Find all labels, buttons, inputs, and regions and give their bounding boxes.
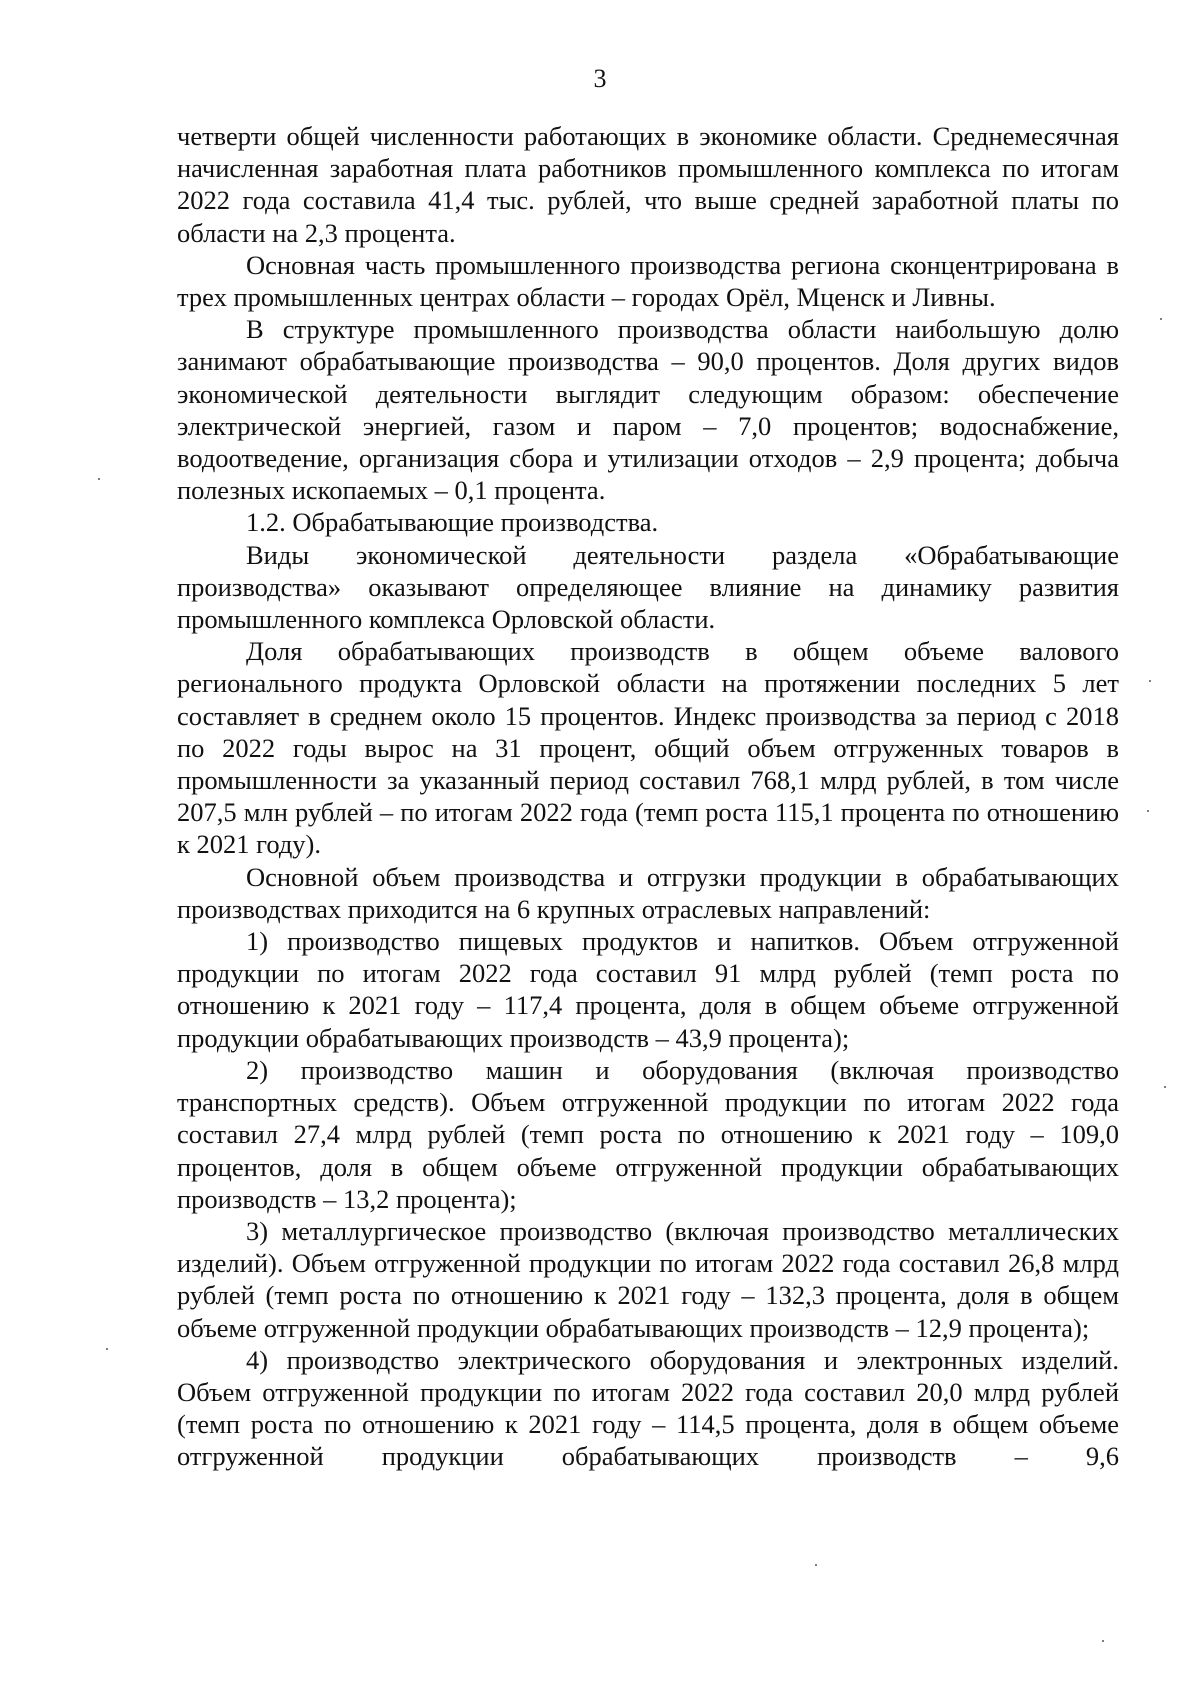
document-body: [177, 120, 1119, 1473]
paragraph-1: четверти общей численности работающих в экономике области. Среднемесячная начисленная заработная плата работников промышленного комплекса по итогам 2022 года составила 41,4 тыс. рублей, что выше средней заработной платы по области на 2,3 процента.: [177, 121, 1119, 248]
scan-speck: [1147, 810, 1149, 812]
paragraph-2: Основная часть промышленного производства региона сконцентрирована в трех промышленных центрах области – городах Орёл, Мценск и Ливны.: [177, 249, 1119, 313]
paragraph-6: Основной объем производства и отгрузки продукции в обрабатывающих производствах приходится на 6 крупных отраслевых направлений:: [177, 861, 1119, 924]
list-item-3: 3) металлургическое производство (включая производство металлических изделий). Объем отгруженной продукции по итогам 2022 года составил 26,8 млрд рублей (темп роста по отношению к 2021 году – 132,3 процента, доля в общем объеме отгруженной продукции обрабатывающих производств – 12,9 процента);: [177, 1215, 1119, 1343]
list-item-1: 1) производство пищевых продуктов и напитков. Объем отгруженной продукции по итогам 2022 года составил 91 млрд рублей (темп роста по отношению к 2021 году – 117,4 процента, доля в общем объеме отгруженной продукции обрабатывающих производств – 43,9 процента);: [177, 926, 1119, 1053]
list-item-4: 4) производство электрического оборудования и электронных изделий. Объем отгруженной продукции по итогам 2022 года составил 20,0 млрд рублей (темп роста по отношению к 2021 году – 114,5 процента, доля в общем объеме отгруженной продукции обрабатывающих производств – 9,6: [177, 1344, 1119, 1472]
scan-speck: [1164, 1086, 1166, 1088]
section-heading: 1.2. Обрабатывающие производства.: [246, 507, 659, 538]
paragraph-3: В структуре промышленного производства области наибольшую долю занимают обрабатывающие производства – 90,0 процентов. Доля других видов экономической деятельности выглядит следующим образом: обеспечение электрической энергией, газом и паром – 7,0 процентов; водоснабжение, водоотведение, организация сбора и утилизации отходов – 2,9 процента; добыча полезных ископаемых – 0,1 процента.: [177, 314, 1119, 506]
page-number: 3: [593, 64, 607, 93]
paragraph-5: Доля обрабатывающих производств в общем объеме валового регионального продукта Орловской области на протяжении последних 5 лет составляет в среднем около 15 процентов. Индекс производства за период с 2018 по 2022 годы вырос на 31 процент, общий объем отгруженных товаров в промышленности за указанный период составил 768,1 млрд рублей, в том числе 207,5 млн рублей – по итогам 2022 года (темп роста 115,1 процента по отношению к 2021 году).: [177, 636, 1119, 860]
scan-speck: [106, 1348, 108, 1350]
scan-speck: [815, 1564, 817, 1566]
list-item-2: 2) производство машин и оборудования (включая производство транспортных средств). Объем отгруженной продукции по итогам 2022 года составил 27,4 млрд рублей (темп роста по отношению к 2021 году – 109,0 процентов, доля в общем объеме отгруженной продукции обрабатывающих производств – 13,2 процента);: [177, 1054, 1119, 1214]
scan-speck: [98, 478, 100, 480]
paragraph-4: Виды экономической деятельности раздела «Обрабатывающие производства» оказывают определяющее влияние на динамику развития промышленного комплекса Орловской области.: [177, 539, 1119, 635]
scan-speck: [1160, 318, 1162, 320]
scan-speck: [1149, 680, 1151, 682]
scan-speck: [1102, 1640, 1104, 1642]
